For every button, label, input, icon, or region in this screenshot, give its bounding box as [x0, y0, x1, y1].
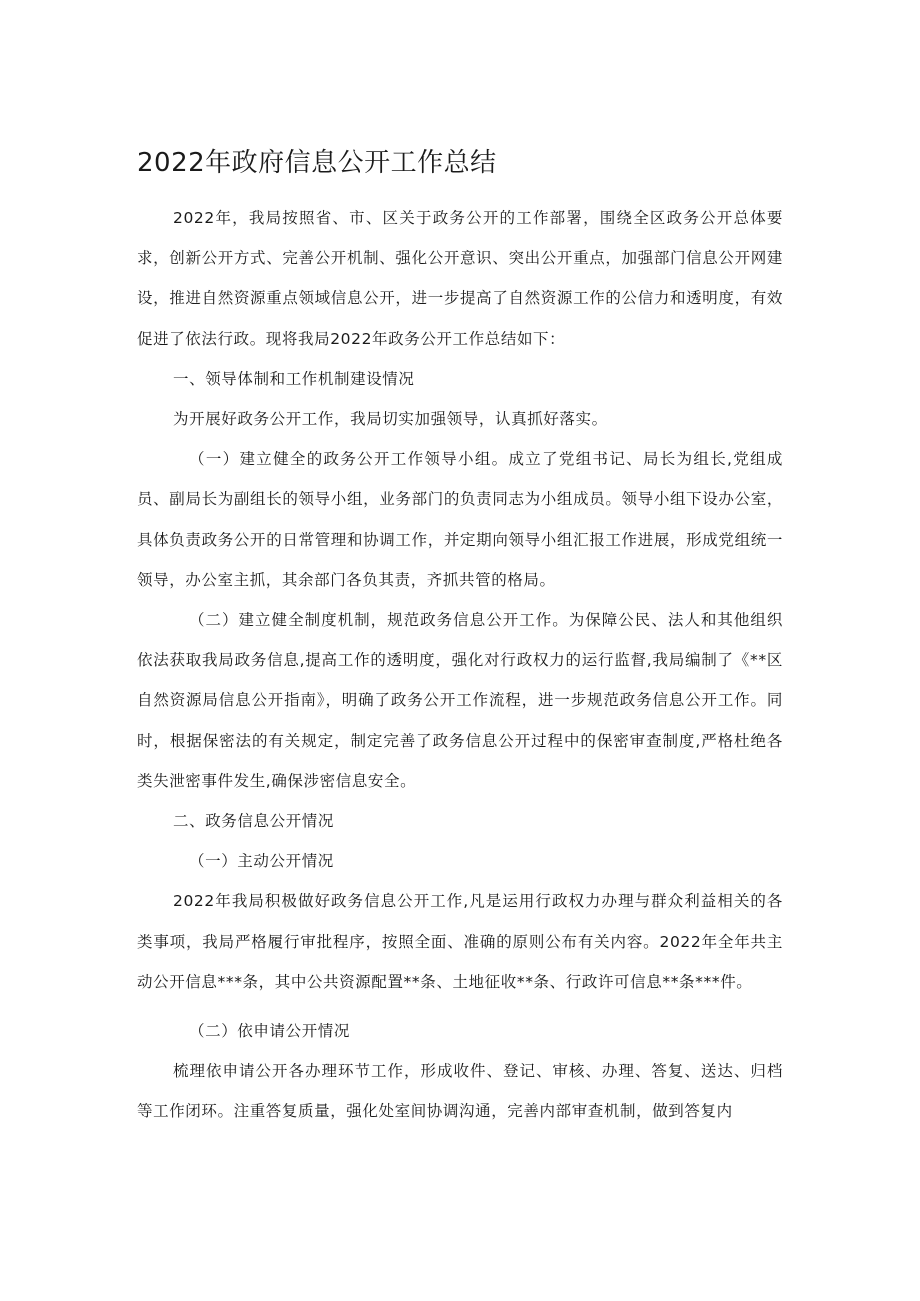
- body-paragraph: 为开展好政务公开工作，我局切实加强领导，认真抓好落实。: [173, 410, 608, 429]
- document-title: 2022年政府信息公开工作总结: [137, 148, 497, 178]
- section-heading-2: 二、政务信息公开情况: [173, 812, 335, 831]
- body-paragraph: 2022年我局积极做好政务信息公开工作,凡是运用行政权力办理与群众利益相关的各类事项，我局严格履行审批程序，按照全面、准确的原则公布有关内容。2022年全年共主动公开信息***条，其中公共资源配置**条、土地征收**条、行政许可信息**条***件。: [137, 892, 783, 991]
- body-paragraph: 梳理依申请公开各办理环节工作，形成收件、登记、审核、办理、答复、送达、归档等工作闭环。注重答复质量，强化处室间协调沟通，完善内部审查机制，做到答复内: [137, 1062, 783, 1121]
- subsection-heading: （二）依申请公开情况: [189, 1022, 351, 1041]
- section-heading-1: 一、领导体制和工作机制建设情况: [173, 369, 415, 388]
- intro-paragraph: 2022年，我局按照省、市、区关于政务公开的工作部署，围绕全区政务公开总体要求，创新公开方式、完善公开机制、强化公开意识、突出公开重点，加强部门信息公开网建设，推进自然资源重点领域信息公开，进一步提高了自然资源工作的公信力和透明度，有效促进了依法行政。现将我局2022年政务公开工作总结如下：: [137, 209, 783, 348]
- subsection-paragraph: （二）建立健全制度机制，规范政务信息公开工作。为保障公民、法人和其他组织依法获取我局政务信息,提高工作的透明度，强化对行政权力的运行监督,我局编制了《**区自然资源局信息公开指南》，明确了政务公开工作流程，进一步规范政务信息公开工作。同时，根据保密法的有关规定，制定完善了政务信息公开过程中的保密审查制度,严格杜绝各类失泄密事件发生,确保涉密信息安全。: [137, 611, 783, 790]
- subsection-heading: （一）主动公开情况: [189, 852, 334, 871]
- subsection-paragraph: （一）建立健全的政务公开工作领导小组。成立了党组书记、局长为组长,党组成员、副局长为副组长的领导小组，业务部门的负责同志为小组成员。领导小组下设办公室，具体负责政务公开的日常管理和协调工作，并定期向领导小组汇报工作进展，形成党组统一领导，办公室主抓，其余部门各负其责，齐抓共管的格局。: [137, 450, 783, 589]
- document-body: [137, 198, 783, 1132]
